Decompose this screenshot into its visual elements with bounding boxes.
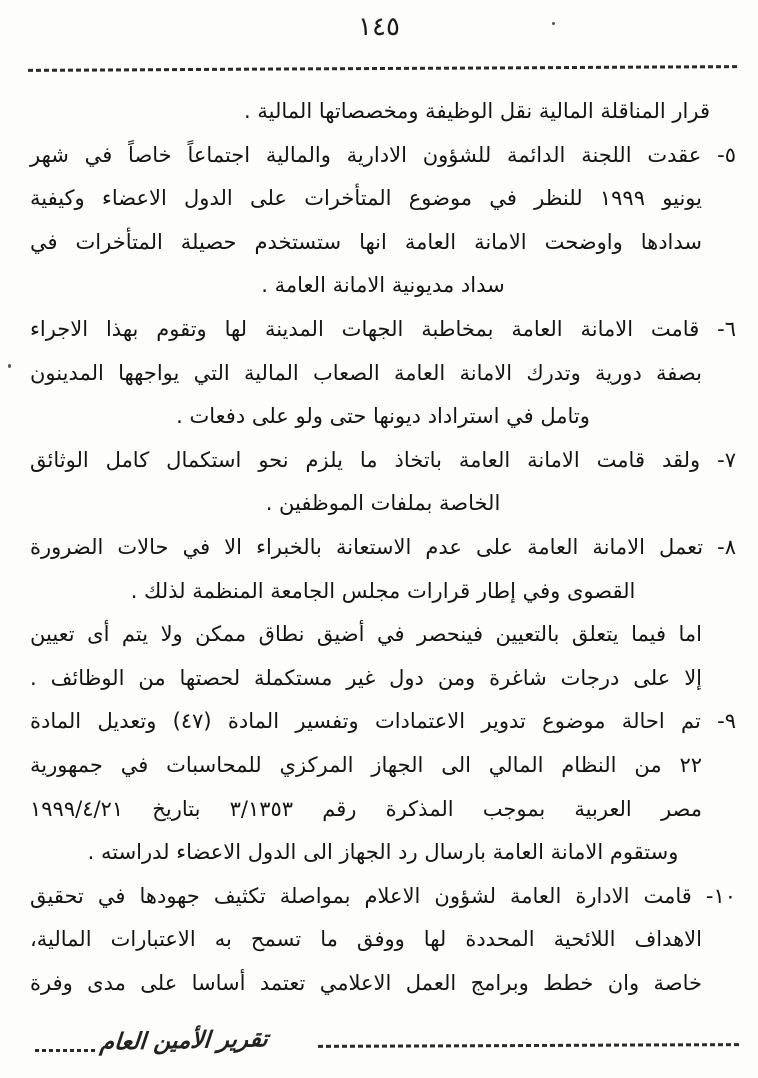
scan-speck <box>8 364 11 368</box>
text-line: اما فيما يتعلق بالتعيين فينحصر في أضيق نطاق ممكن ولا يتم أى تعيين <box>30 622 702 647</box>
text-line: وتامل في استراداد ديونها حتى ولو على دفعات . <box>176 404 590 429</box>
text-line: قرار المناقلة المالية نقل الوظيفة ومخصصاتها المالية . <box>244 99 710 123</box>
text-line: بصفة دورية وتدرك الامانة العامة الصعاب المالية التي يواجهها المدينون <box>30 360 702 385</box>
text-line-item-7: ٧- ولقد قامت الامانة العامة باتخاذ ما يلزم نحو استكمال كامل الوثائق <box>30 447 736 472</box>
text-line: ٢٢ من النظام المالي الى الجهاز المركزي للمحاسبات في جمهورية <box>30 752 702 777</box>
text-line: إلا على درجات شاغرة ومن دول غير مستكملة لحصتها من الوظائف . <box>30 665 702 690</box>
header-rule <box>28 65 738 72</box>
page-number: ١٤٥ <box>358 12 400 42</box>
text-line: يونيو ١٩٩٩ للنظر في موضوع المتأخرات على الدول الاعضاء وكيفية <box>30 186 702 211</box>
document-body <box>30 90 736 1005</box>
text-line: سداد مديونية الامانة العامة . <box>261 273 505 298</box>
text-line-item-8: ٨- تعمل الامانة العامة على عدم الاستعانة بالخبراء الا في حالات الضرورة <box>30 534 736 559</box>
text-line-item-5: ٥- عقدت اللجنة الدائمة للشؤون الادارية والمالية اجتماعاً خاصاً في شهر <box>30 142 736 167</box>
scan-speck <box>552 22 555 25</box>
footer-handwritten-note: تقرير الأمين العام <box>98 1026 269 1056</box>
footer-rule-left <box>35 1049 97 1052</box>
text-line: وستقوم الامانة العامة بارسال رد الجهاز الى الدول الاعضاء لدراسته . <box>87 840 679 865</box>
text-line: خاصة وان خطط وبرامج العمل الاعلامي تعتمد أساسا على مدى وفرة <box>30 970 702 995</box>
text-line: سدادها واوضحت الامانة العامة انها ستستخدم حصيلة المتأخرات في <box>30 229 702 254</box>
text-line-item-10: ١٠- قامت الادارة العامة لشؤون الاعلام بمواصلة تكثيف جهودها في تحقيق <box>30 883 736 908</box>
text-line-item-9: ٩- تم احالة موضوع تدوير الاعتمادات وتفسير المادة (٤٧) وتعديل المادة <box>30 709 736 734</box>
text-line: الخاصة بملفات الموظفين . <box>265 491 501 516</box>
text-line: القصوى وفي إطار قرارات مجلس الجامعة المنظمة لذلك . <box>130 578 636 603</box>
text-line: مصر العربية بموجب المذكرة رقم ٣/١٣٥٣ بتاريخ ١٩٩٩/٤/٢١ <box>30 796 702 821</box>
footer-rule-right <box>318 1043 742 1048</box>
text-line: الاهداف اللائحية المحددة لها ووفق ما تسمح به الاعتبارات المالية، <box>30 927 702 952</box>
text-line-item-6: ٦- قامت الامانة العامة بمخاطبة الجهات المدينة لها وتقوم بهذا الاجراء <box>30 316 736 341</box>
